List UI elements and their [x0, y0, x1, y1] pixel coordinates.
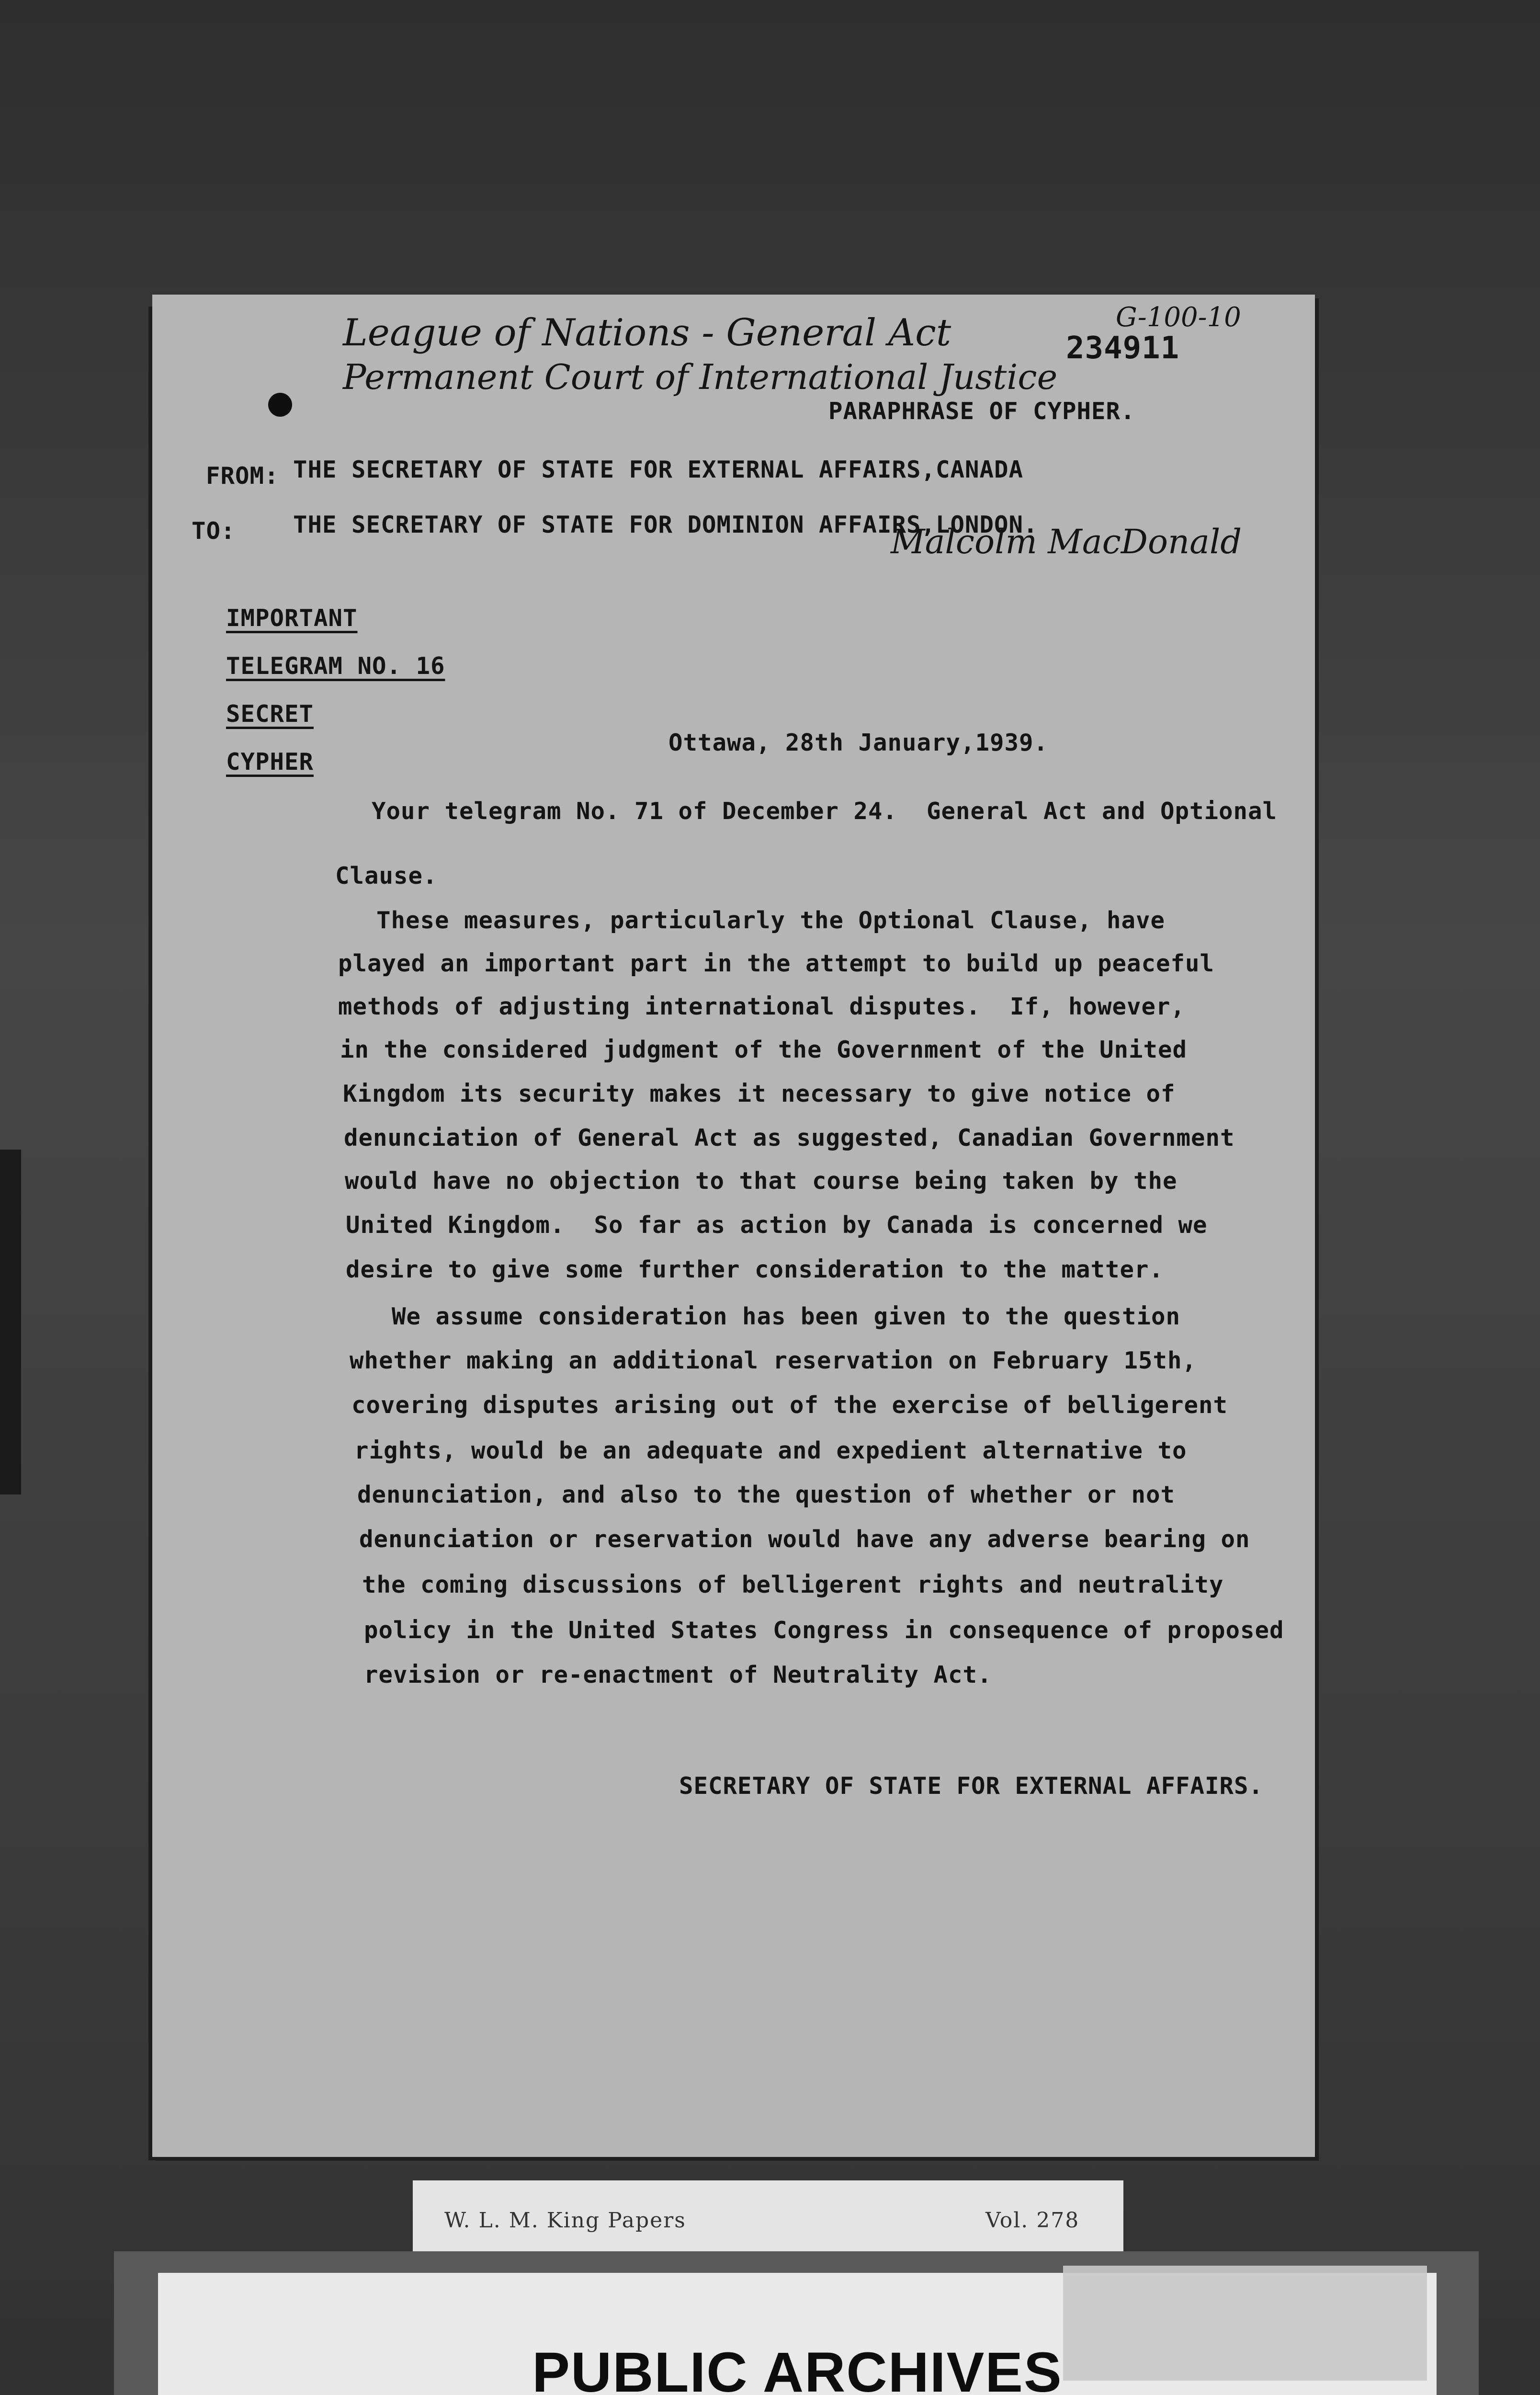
body-line: revision or re-enactment of Neutrality Act.	[364, 1661, 992, 1688]
punch-hole	[268, 393, 292, 417]
collection-name: W. L. M. King Papers	[444, 2208, 686, 2233]
archives-line-english: PUBLIC ARCHIVES	[532, 2341, 1063, 2395]
body-line: rights, would be an adequate and expedient alternative to	[354, 1437, 1187, 1464]
body-line: Clause.	[335, 862, 438, 890]
body-line: denunciation of General Act as suggested, Canadian Government	[344, 1124, 1235, 1152]
body-line: desire to give some further consideration to the matter.	[346, 1256, 1164, 1283]
from-label: FROM:	[206, 462, 279, 490]
volume-number: Vol. 278	[985, 2208, 1080, 2233]
signature-block: SECRETARY OF STATE FOR EXTERNAL AFFAIRS.	[679, 1772, 1264, 1800]
paraphrase-heading: PARAPHRASE OF CYPHER.	[828, 398, 1135, 425]
document-number: 234911	[1066, 331, 1180, 366]
body-line: would have no objection to that course being taken by the	[345, 1167, 1178, 1195]
cypher-tag: CYPHER	[226, 748, 314, 776]
secret-tag: SECRET	[226, 700, 314, 728]
tape-patch	[1063, 2266, 1427, 2381]
telegram-number: TELEGRAM NO. 16	[226, 652, 445, 680]
handwritten-file-ref: G-100-10	[1116, 302, 1241, 333]
body-line: Kingdom its security makes it necessary to give notice of	[343, 1080, 1176, 1107]
body-line: We assume consideration has been given to the question	[392, 1303, 1181, 1330]
body-line: denunciation or reservation would have any adverse bearing on	[359, 1526, 1250, 1553]
body-line: the coming discussions of belligerent rights and neutrality	[362, 1571, 1224, 1598]
body-line: methods of adjusting international disputes. If, however,	[338, 993, 1186, 1020]
date-line: Ottawa, 28th January,1939.	[668, 729, 1049, 756]
handwritten-signature: Malcolm MacDonald	[891, 522, 1242, 561]
body-line: denunciation, and also to the question of whether or not	[357, 1481, 1176, 1508]
body-line: policy in the United States Congress in consequence of proposed	[364, 1617, 1284, 1644]
from-text: THE SECRETARY OF STATE FOR EXTERNAL AFFAIRS,CANADA	[293, 456, 1024, 483]
body-line: whether making an additional reservation on February 15th,	[350, 1347, 1197, 1374]
to-label: TO:	[192, 517, 236, 545]
important-tag: IMPORTANT	[226, 604, 358, 632]
body-line: Your telegram No. 71 of December 24. General Act and Optional	[372, 798, 1278, 825]
to-text: THE SECRETARY OF STATE FOR DOMINION AFFAIRS,LONDON.	[293, 511, 1038, 538]
handwritten-subject-1: League of Nations - General Act	[343, 311, 951, 354]
body-line: in the considered judgment of the Government of the United	[340, 1036, 1188, 1063]
body-line: played an important part in the attempt to build up peaceful	[338, 950, 1215, 977]
body-line: These measures, particularly the Optional Clause, have	[376, 907, 1166, 934]
film-edge-clip	[0, 1150, 21, 1494]
handwritten-subject-2: Permanent Court of International Justice	[343, 357, 1058, 397]
body-line: United Kingdom. So far as action by Canada is concerned we	[346, 1211, 1208, 1239]
body-line: covering disputes arising out of the exercise of belligerent	[351, 1391, 1228, 1419]
